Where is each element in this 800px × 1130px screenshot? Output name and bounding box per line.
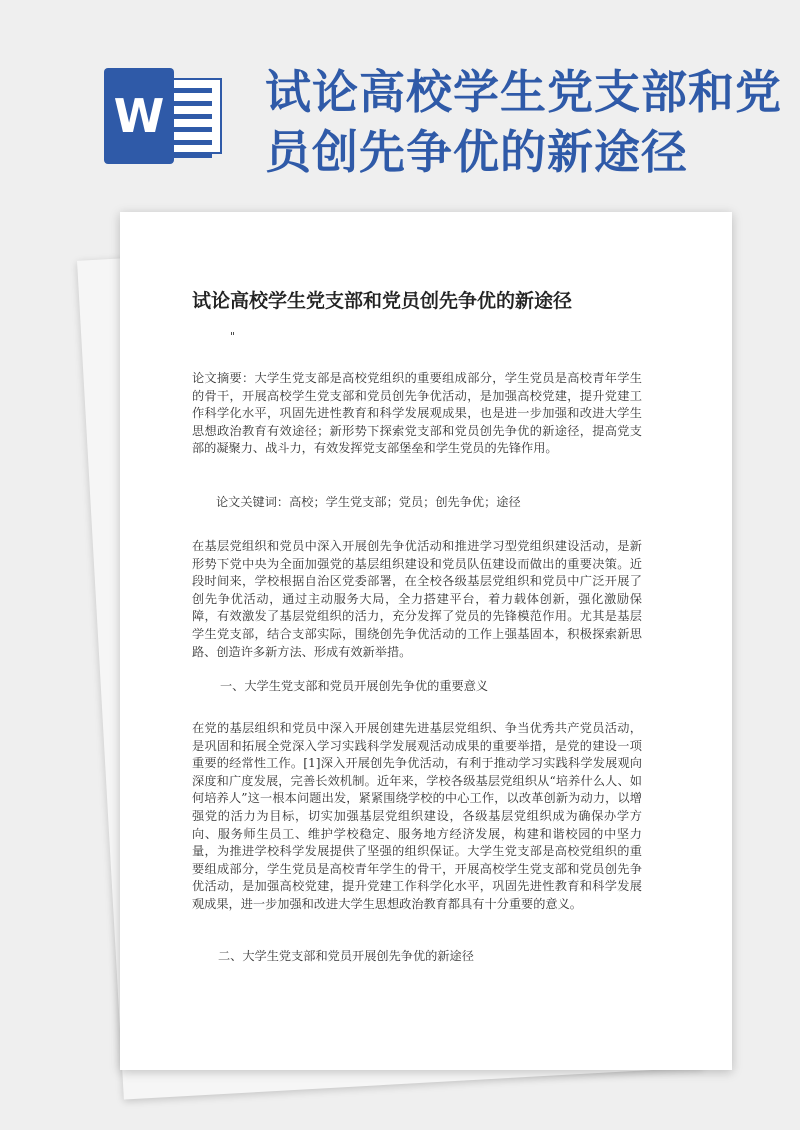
banner bbox=[0, 0, 800, 200]
intro-paragraph: 在基层党组织和党员中深入开展创先争优活动和推进学习型党组织建设活动，是新形势下党中央为全面加强党的基层组织建设和党员队伍建设而做出的重要决策。近段时间来，学校根据自治区党委部署，在全校各级基层党组织和党员中广泛开展了创先争优活动，通过主动服务大局，全力搭建平台，着力载体创新，强化激励保障，有效激发了基层党组织的活力，充分发挥了党员的先锋模范作用。尤其是基层学生党支部，结合支部实际，围绕创先争优活动的工作上强基固本，积极探索新思路、创造许多新方法、形成有效新举措。 bbox=[192, 539, 642, 659]
word-document-icon bbox=[104, 68, 222, 164]
section-heading-2: 二、大学生党支部和党员开展创先争优的新途径 bbox=[218, 949, 474, 963]
document-page bbox=[120, 212, 732, 1070]
keywords-line: 论文关键词：高校；学生党支部；党员；创先争优；途径 bbox=[216, 495, 521, 509]
banner-title: 试论高校学生党支部和党员创先争优的新途径 bbox=[265, 65, 782, 179]
section-heading-1: 一、大学生党支部和党员开展创先争优的重要意义 bbox=[220, 679, 489, 693]
document-title: 试论高校学生党支部和党员创先争优的新途径 bbox=[192, 290, 573, 312]
word-logo-letter: W bbox=[104, 68, 174, 164]
quote-mark: " bbox=[230, 330, 236, 343]
section-1-paragraph: 在党的基层组织和党员中深入开展创建先进基层党组织、争当优秀共产党员活动，是巩固和拓展全党深入学习实践科学发展观活动成果的重要举措，是党的建设一项重要的经常性工作。[1]深入开展创先争优活动，有利于推动学习实践科学发展观向深度和广度发展，完善长效机制。近年来，学校各级基层党组织从“培养什么人、如何培养人”这一根本问题出发，紧紧围绕学校的中心工作，以改革创新为动力，以增强党的活力为目标，切实加强基层党组织建设，各级基层党组织成为确保办学方向、服务师生员工、维护学校稳定、服务地方经济发展，构建和谐校园的中坚力量，为推进学校科学发展提供了坚强的组织保证。大学生党支部是高校党组织的重要组成部分，学生党员是高校青年学生的骨干，开展高校学生党支部和党员创先争优活动，是加强高校党建，提升党建工作科学化水平，巩固先进性教育和科学发展观成果，进一步加强和改进大学生思想政治教育都具有十分重要的意义。 bbox=[192, 721, 642, 911]
abstract-paragraph: 论文摘要：大学生党支部是高校党组织的重要组成部分，学生党员是高校青年学生的骨干，开展高校学生党支部和党员创先争优活动，是加强高校党建，提升党建工作科学化水平，巩固先进性教育和科学发展观成果，也是进一步加强和改进大学生思想政治教育有效途径；新形势下探索党支部和党员创先争优的新途径，提高党支部的凝聚力、战斗力，有效发挥党支部堡垒和学生党员的先锋作用。 bbox=[192, 371, 642, 456]
